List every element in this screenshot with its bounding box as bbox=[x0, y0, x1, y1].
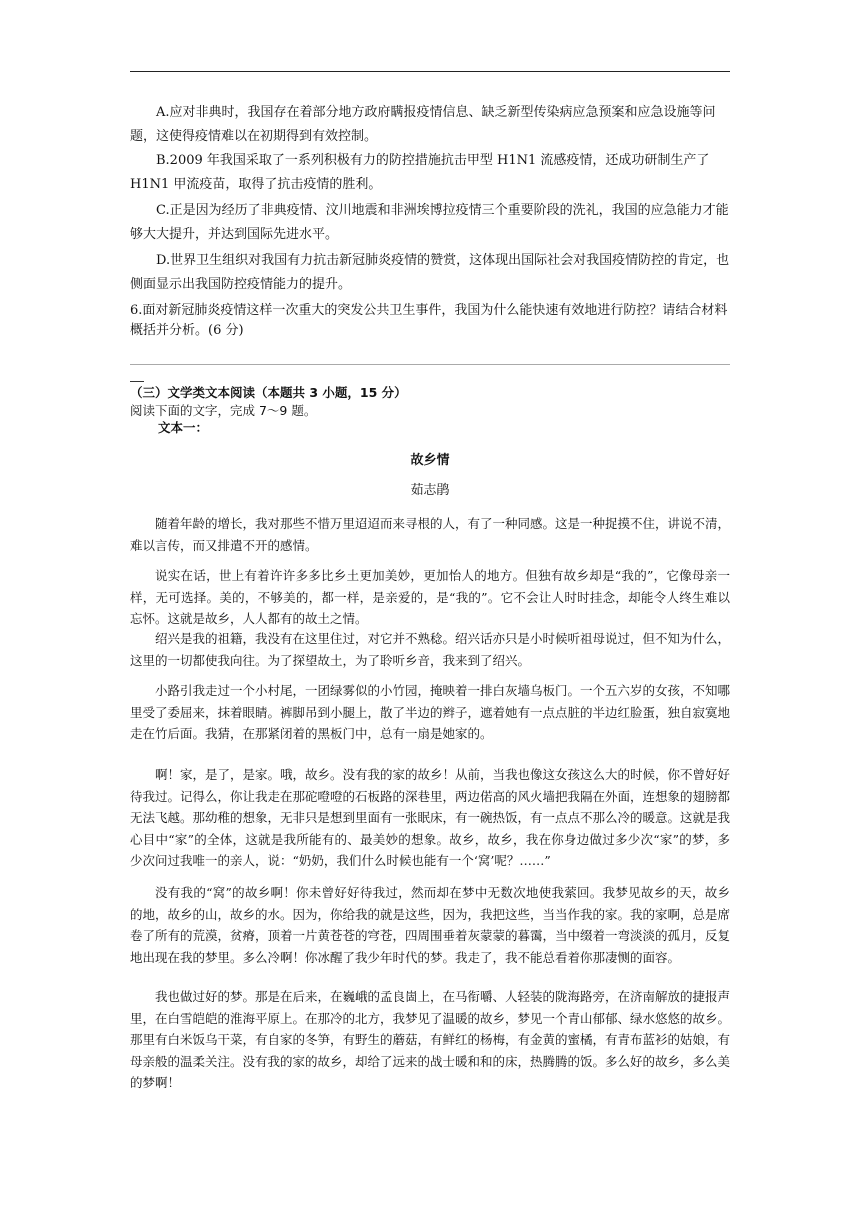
option-d: D.世界卫生组织对我国有力抗击新冠肺炎疫情的赞赏，这体现出国际社会对我国疫情防控的肯定，也侧面显示出我国防控疫情能力的提升。 bbox=[130, 253, 730, 292]
article-paragraph-3: 绍兴是我的祖籍，我没有在这里住过，对它并不熟稔。绍兴话亦只是小时候听祖母说过，但不知为什么，这里的一切都使我向往。为了探望故土，为了聆听乡音，我来到了绍兴。 bbox=[130, 631, 731, 668]
article-title: 故乡情 bbox=[410, 453, 450, 468]
article-paragraph-1: 随着年龄的增长，我对那些不惜万里迢迢而来寻根的人，有了一种同感。这是一种捉摸不住，讲说不清，难以言传，而又排遣不开的感情。 bbox=[130, 516, 731, 553]
top-divider bbox=[130, 71, 730, 72]
option-c: C.正是因为经历了非典疫情、汶川地震和非洲埃博拉疫情三个重要阶段的洗礼，我国的应急能力才能够大大提升，并达到国际先进水平。 bbox=[130, 203, 729, 242]
text-label: 文本一： bbox=[158, 420, 209, 435]
article-paragraph-6: 没有我的“窝”的故乡啊！你未曾好好待我过，然而却在梦中无数次地使我萦回。我梦见故乡的天，故乡的地，故乡的山，故乡的水。因为，你给我的就是这些，因为，我把这些，当当作我的家。我的家啊，总是席卷了所有的荒漠，贫瘠，顶着一片黄苍苍的穹苍，四周围垂着灰蒙蒙的暮霭，当中缀着一弯淡淡的孤月，反复地出现在我的梦里。多么冷啊！你冰醒了我少年时代的梦。我走了，我不能总看着你那凄恻的面容。 bbox=[130, 885, 731, 965]
heading-underline bbox=[130, 381, 144, 382]
section-instruction: 阅读下面的文字，完成 7～9 题。 bbox=[130, 403, 317, 418]
article-author: 茹志鹃 bbox=[410, 483, 450, 498]
article-paragraph-2: 说实在话，世上有着许许多多比乡土更加美妙，更加怡人的地方。但独有故乡却是“我的”，它像母亲一样，无可选择。美的，不够美的，都一样，是亲爱的，是“我的”。它不会让人时时挂念，却能令人终生难以忘怀。这就是故乡，人人都有的故土之情。 bbox=[130, 568, 730, 626]
option-b: B.2009 年我国采取了一系列积极有力的防控措施抗击甲型 H1N1 流感疫情，还成功研制生产了 H1N1 甲流疫苗，取得了抗击疫情的胜利。 bbox=[130, 153, 710, 192]
article-paragraph-4: 小路引我走过一个小村尾，一团绿雾似的小竹园，掩映着一排白灰墙乌板门。一个五六岁的女孩，不知哪里受了委屈来，抹着眼睛。裤脚吊到小腿上，散了半边的辫子，遮着她有一点点脏的半边红脸蛋，独自寂寞地走在竹后面。我猜，在那紧闭着的黑板门中，总有一扇是她家的。 bbox=[130, 683, 731, 741]
section-heading: （三）文学类文本阅读（本题共 3 小题，15 分） bbox=[130, 385, 407, 400]
section-divider bbox=[130, 364, 730, 365]
article-paragraph-7: 我也做过好的梦。那是在后来，在巍峨的孟良崮上，在马衔嚼、人轻装的陇海路旁，在济南解放的捷报声里，在白雪皑皑的淮海平原上。在那冷的北方，我梦见了温暖的故乡，梦见一个青山郁郁、绿水悠悠的故乡。那里有白米饭乌干菜，有自家的冬笋，有野生的蘑菇，有鲜红的杨梅，有金黄的蜜橘，有青布蓝衫的姑娘，有母亲般的温柔关注。没有我的家的故乡，却给了远来的战士暖和和的床，热腾腾的饭。多么好的故乡，多么美的梦啊！ bbox=[130, 989, 731, 1090]
option-a: A.应对非典时，我国存在着部分地方政府瞒报疫情信息、缺乏新型传染病应急预案和应急设施等问题，这使得疫情难以在初期得到有效控制。 bbox=[130, 105, 716, 144]
article-paragraph-5: 啊！家，是了，是家。哦，故乡。没有我的家的故乡！从前，当我也像这女孩这么大的时候，你不曾好好待我过。记得么，你让我走在那砣噔噔的石板路的深巷里，两边偌高的风火墙把我隔在外面，连想象的翅膀都无法飞越。那幼稚的想象，无非只是想到里面有一张眠床，有一碗热饭，有一点点不那么冷的暖意。这就是我心目中“家”的全体，这就是我所能有的、最美妙的想象。故乡，故乡，我在你身边做过多少次“家”的梦，多少次问过我唯一的亲人，说：“奶奶，我们什么时候也能有一个‘窝’呢？……” bbox=[130, 767, 731, 868]
question-6: 6.面对新冠肺炎疫情这样一次重大的突发公共卫生事件，我国为什么能快速有效地进行防控？请结合材料概括并分析。(6 分) bbox=[130, 303, 728, 338]
